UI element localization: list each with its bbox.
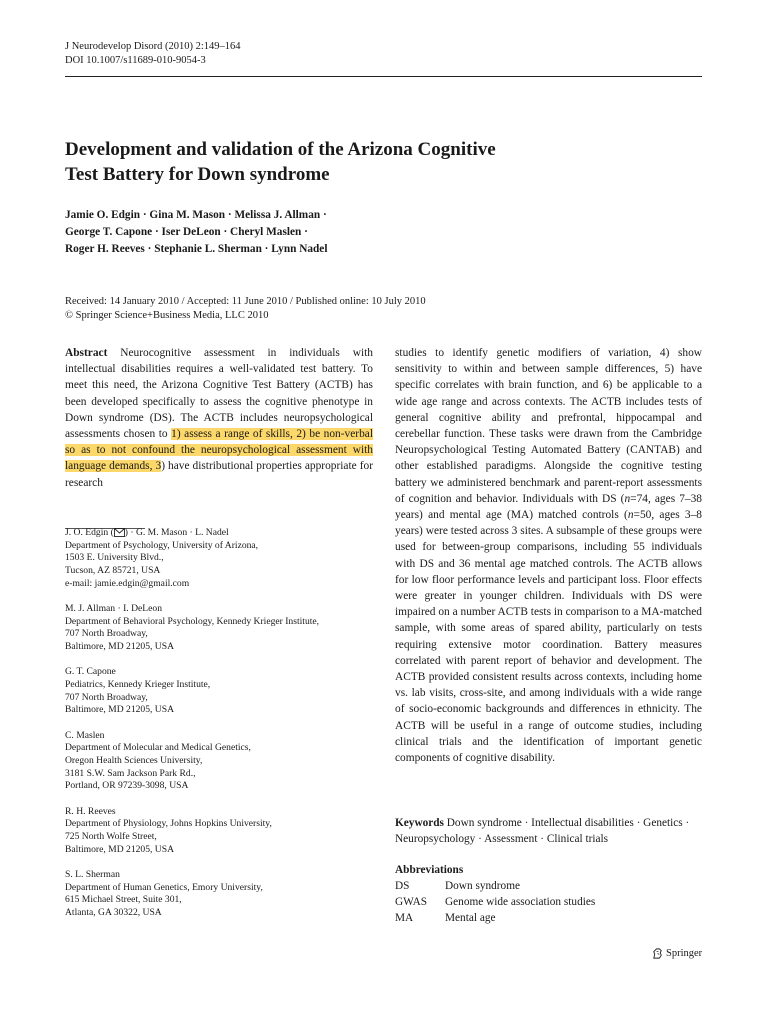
affiliation-line: Atlanta, GA 30322, USA: [65, 907, 162, 919]
abstract-paragraph: [65, 345, 373, 491]
affiliation-names: R. H. Reeves: [65, 805, 116, 817]
abstract-label: Abstract: [65, 347, 108, 359]
springer-name: Springer: [666, 948, 703, 959]
affiliation-block: [65, 730, 373, 794]
author-line: Jamie O. Edgin · Gina M. Mason · Melissa J. Allman ·: [65, 209, 327, 221]
abstract: [65, 345, 373, 491]
affiliation-line: Oregon Health Sciences University,: [65, 755, 203, 767]
abbreviation-definition: Mental age: [445, 912, 496, 924]
affiliations: [65, 527, 373, 932]
affiliation-line: 1503 E. University Blvd.,: [65, 552, 164, 564]
header-rule: [65, 76, 702, 77]
abbreviation-row: [395, 910, 702, 926]
affiliation-names: S. L. Sherman: [65, 868, 120, 880]
text-highlight[interactable]: 1) assess a range of skills, 2) be non-verbal so as to not confound the neuropsychological assessment with language demands, 3: [65, 428, 373, 473]
abstract-paragraph-continued: studies to identify genetic modifiers of variation, 4) show sensitivity to within and between sample differences, 5) have specific correlates with brain function, and 6) be applicable to a wide age range and across contexts. The ACTB includes tests of general cognitive ability and prefrontal, hippocampal and cerebellar function. These tasks were drawn from the Cambridge Neuropsychological Testing Automated Battery (CANTAB) and other established paradigms. Alongside the cognitive testing battery we administered benchmark and parent-report assessments of cognition and behavior. Individuals with DS (n=74, ages 7–38 years) and mental age (MA) matched controls (n=50, ages 3–8 years) were tested across 3 sites. A subsample of these groups were used for between-group comparisons, including 55 individuals with DS and 36 mental age matched controls. The ACTB allows for low floor performance levels and participant loss. Floor effects were greater in younger children. Individuals with DS were impaired on a number ACTB tests in comparison to a MA-matched sample, with some areas of spared ability, particularly on tests requiring extensive motor coordination. Battery measures correlated with parent report of behavior and development. The ACTB provided consistent results across contexts, including home vs. lab visits, cross-site, and among individuals with a wide range of socio-economic backgrounds and differences in ethnicity. The ACTB will be useful in a range of outcome studies, including clinical trials and the identification of important genetic components of cognitive disability.: [395, 347, 702, 765]
affiliation-names: M. J. Allman · I. DeLeon: [65, 603, 162, 615]
affiliation-line: Baltimore, MD 21205, USA: [65, 641, 174, 653]
affiliation-line[interactable]: e-mail: jamie.edgin@gmail.com: [65, 577, 190, 589]
affiliation-names: G. T. Capone: [65, 666, 116, 678]
affiliation-block: [65, 603, 373, 654]
abbreviation-definition: Genome wide association studies: [445, 896, 596, 908]
affiliation-line: 615 Michael Street, Suite 301,: [65, 894, 182, 906]
abbreviations: [395, 862, 702, 926]
author-line: George T. Capone · Iser DeLeon · Cheryl Maslen ·: [65, 226, 308, 238]
author-list: [65, 207, 685, 258]
abbreviation-term: GWAS: [395, 896, 428, 908]
affiliation-line: 725 North Wolfe Street,: [65, 831, 157, 843]
journal-header: [65, 40, 241, 68]
keywords-label: Keywords: [395, 817, 444, 829]
envelope-icon[interactable]: [114, 528, 125, 537]
affiliation-line: Baltimore, MD 21205, USA: [65, 843, 174, 855]
affiliation-block: [65, 869, 373, 920]
affiliation-line: Baltimore, MD 21205, USA: [65, 704, 174, 716]
abstract-continued: [395, 345, 702, 766]
affiliation-block: [65, 806, 373, 857]
affiliation-block: [65, 527, 373, 591]
springer-logo: [651, 947, 702, 960]
springer-horse-icon: [651, 947, 664, 960]
author-line: Roger H. Reeves · Stephanie L. Sherman · Lynn Nadel: [65, 243, 328, 255]
affiliation-line: Department of Molecular and Medical Genetics,: [65, 742, 251, 754]
abbreviation-row: [395, 894, 702, 910]
abbreviation-term: DS: [395, 880, 410, 892]
received-dates: Received: 14 January 2010 / Accepted: 11 June 2010 / Published online: 10 July 2010: [65, 296, 426, 307]
affiliation-line: 707 North Broadway,: [65, 628, 148, 640]
abbreviation-definition: Down syndrome: [445, 880, 520, 892]
affiliation-line: Department of Physiology, Johns Hopkins University,: [65, 818, 272, 830]
copyright: © Springer Science+Business Media, LLC 2010: [65, 310, 269, 321]
abbreviation-term: MA: [395, 912, 414, 924]
affiliation-line: Tucson, AZ 85721, USA: [65, 565, 161, 577]
affiliation-line: Pediatrics, Kennedy Krieger Institute,: [65, 679, 211, 691]
affiliation-block: [65, 666, 373, 717]
abbreviation-row: [395, 878, 702, 894]
keywords: [395, 815, 702, 848]
affiliation-line: Department of Behavioral Psychology, Kennedy Krieger Institute,: [65, 615, 320, 627]
article-title: Development and validation of the Arizona Cognitive Test Battery for Down syndrome: [65, 139, 496, 185]
affiliation-names: J. O. Edgin ( ) · G. M. Mason · L. Nadel: [65, 527, 229, 538]
keywords-text: Down syndrome · Intellectual disabilities · Genetics · Neuropsychology · Assessment · Clinical trials: [395, 817, 690, 846]
affiliation-line: Department of Psychology, University of Arizona,: [65, 539, 259, 551]
affiliation-line: Portland, OR 97239-3098, USA: [65, 780, 189, 792]
doi[interactable]: DOI 10.1007/s11689-010-9054-3: [65, 55, 206, 66]
publication-dates: [65, 295, 685, 323]
abbreviations-heading: Abbreviations: [395, 864, 464, 876]
affiliation-names: C. Maslen: [65, 729, 105, 741]
journal-citation: J Neurodevelop Disord (2010) 2:149–164: [65, 41, 241, 52]
affiliation-line: 707 North Broadway,: [65, 691, 148, 703]
abstract-text: Neurocognitive assessment in individuals with intellectual disabilities requires a well-validated test battery. To meet this need, the Arizona Cognitive Test Battery (ACTB) has been developed specifically to assess the cognitive phenotype in Down syndrome (DS). The ACTB includes neuropsychological assessments chosen to: [65, 347, 373, 441]
abstract-text-after: ) have distributional properties appropriate for research: [65, 460, 373, 489]
affiliation-line: Department of Human Genetics, Emory University,: [65, 881, 263, 893]
affiliation-line: 3181 S.W. Sam Jackson Park Rd.,: [65, 767, 196, 779]
